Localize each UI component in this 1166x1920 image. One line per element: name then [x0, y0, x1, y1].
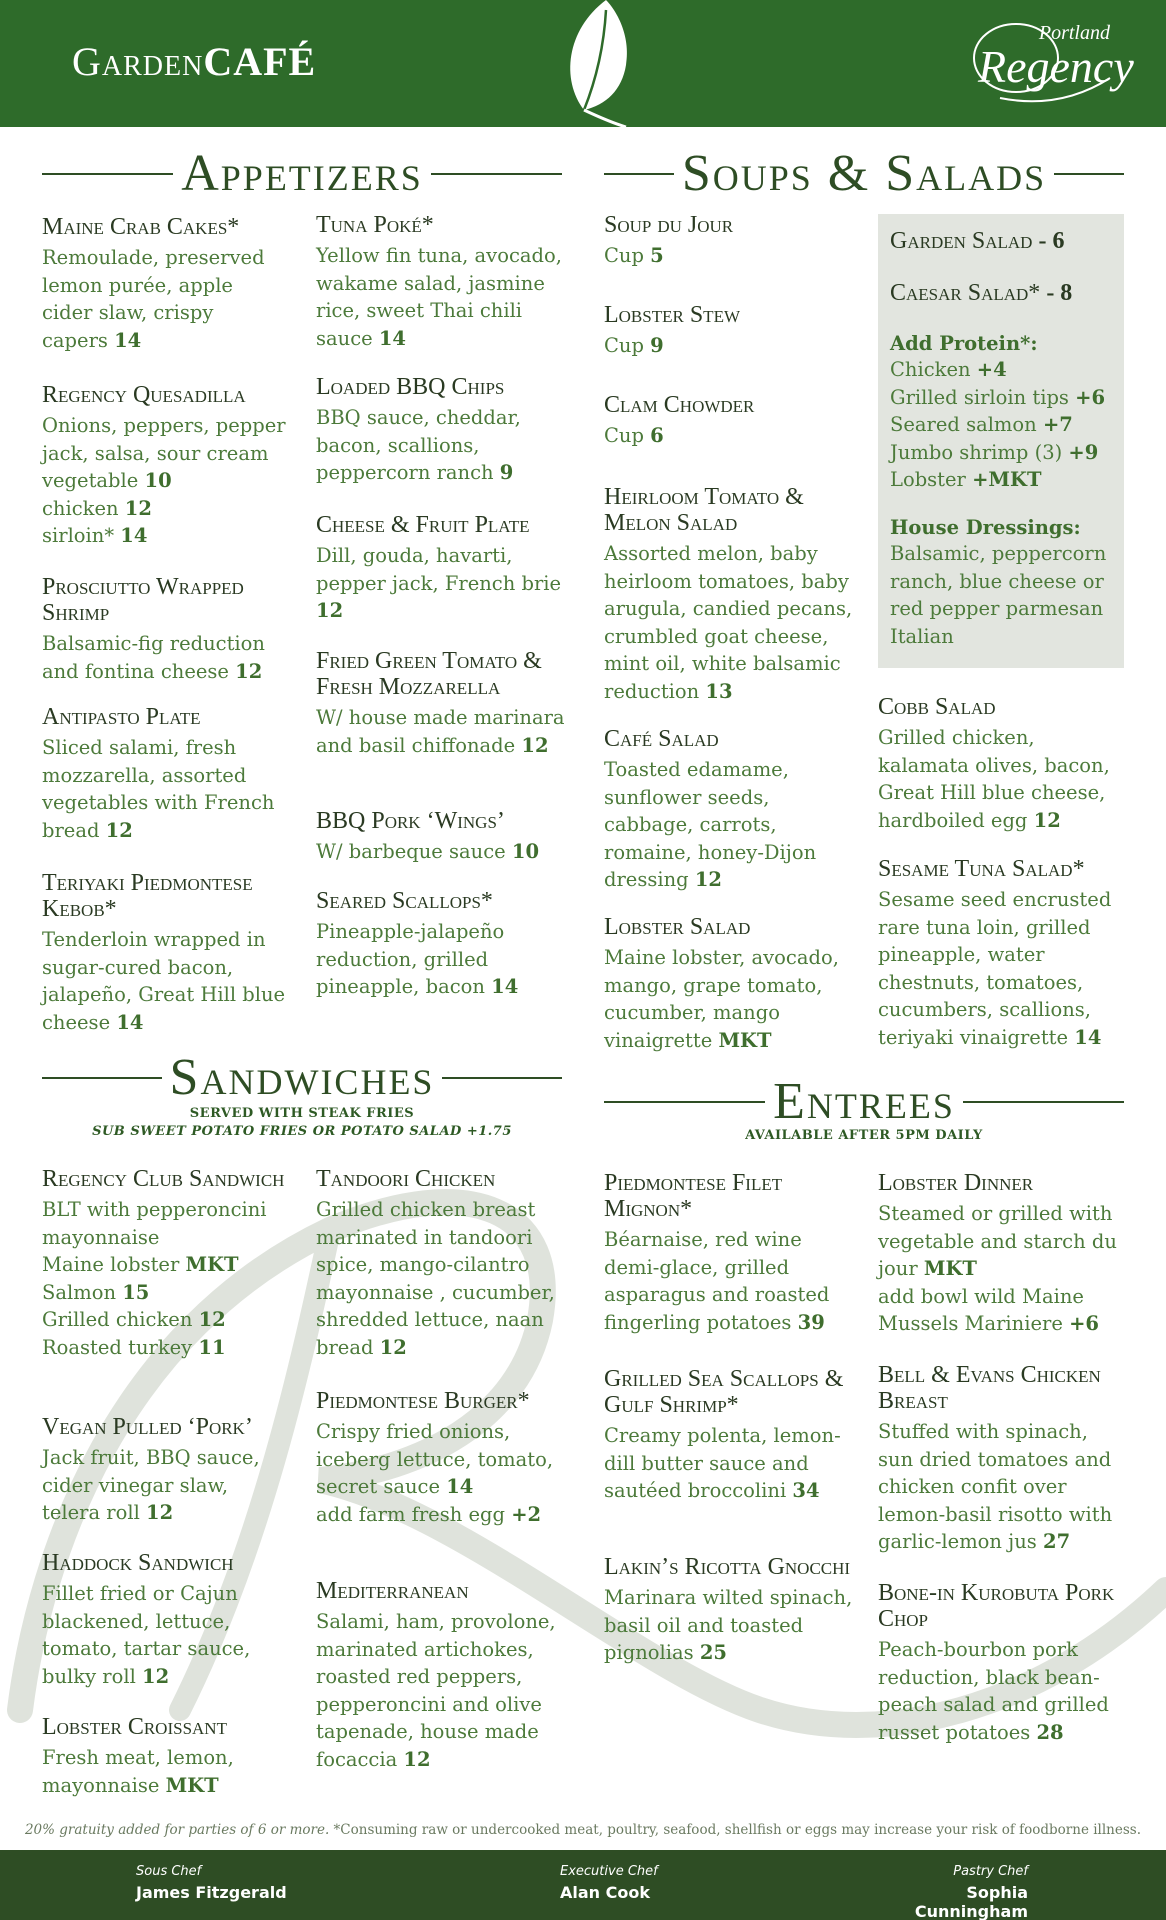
item-name: Bone-in Kurobuta Pork Chop — [878, 1580, 1115, 1632]
item-name: Haddock Sandwich — [42, 1550, 234, 1576]
protein-list: Chicken +4 Grilled sirloin tips +6 Seared salmon +7 Jumbo shrimp (3) +9 Lobster +MKT — [890, 358, 1106, 491]
menu-item — [604, 726, 854, 894]
menu-item — [42, 1550, 292, 1690]
item-name: Lakin’s Ricotta Gnocchi — [604, 1554, 851, 1580]
item-desc: W/ barbeque sauce 10 — [316, 840, 540, 863]
header-banner — [0, 0, 1166, 127]
item-name: Vegan Pulled ‘Pork’ — [42, 1414, 253, 1440]
item-name: Seared Scallops* — [316, 888, 493, 914]
item-name: BBQ Pork ‘Wings’ — [316, 808, 505, 834]
garden-salad: Garden Salad - 6 — [890, 228, 1065, 254]
item-desc: Grilled chicken breast marinated in tandoori spice, mango-cilantro mayonnaise , cucumber, shredded lettuce, naan bread 12 — [316, 1198, 555, 1359]
menu-item — [604, 914, 864, 1054]
item-desc: Dill, gouda, havarti, pepper jack, French brie 12 — [316, 544, 562, 622]
item-name: Café Salad — [604, 726, 719, 752]
dressings-list: Balsamic, peppercorn ranch, blue cheese or red pepper parmesan Italian — [890, 542, 1107, 648]
item-desc: Pineapple-jalapeño reduction, grilled pineapple, bacon 14 — [316, 920, 519, 998]
menu-item — [42, 1166, 292, 1361]
foodborne-warning: *Consuming raw or undercooked meat, poultry, seafood, shellfish or eggs may increase your risk of foodborne illness. — [329, 1822, 1142, 1838]
item-desc: Stuffed with spinach, sun dried tomatoes and chicken confit over lemon-basil risotto with garlic-lemon jus 27 — [878, 1420, 1113, 1553]
item-desc: Assorted melon, baby heirloom tomatoes, baby arugula, candied pecans, crumbled goat cheese, mint oil, white balsamic reduction 13 — [604, 542, 853, 703]
menu-item — [316, 212, 566, 352]
menu-item — [604, 302, 854, 360]
chef-footer — [0, 1850, 1166, 1920]
menu-item — [42, 870, 292, 1036]
item-desc: W/ house made marinara and basil chiffonade 12 — [316, 706, 565, 757]
gratuity-note: 20% gratuity added for parties of 6 or more. — [24, 1822, 330, 1838]
menu-item — [604, 1170, 854, 1336]
item-desc: Béarnaise, red wine demi-glace, grilled asparagus and roasted fingerling potatoes 39 — [604, 1228, 830, 1334]
sandwiches-heading: Sandwiches — [169, 1049, 435, 1106]
logo-light-text: Garden — [72, 39, 204, 84]
menu-item — [316, 374, 566, 487]
menu-item — [42, 704, 292, 844]
item-desc: Cup 9 — [604, 334, 664, 357]
item-name: Clam Chowder — [604, 392, 755, 418]
menu-item — [316, 1578, 566, 1773]
soups-salads-title — [604, 145, 1124, 202]
item-desc: Toasted edamame, sunflower seeds, cabbage, carrots, romaine, honey-Dijon dressing 12 — [604, 758, 817, 891]
item-name: Cheese & Fruit Plate — [316, 512, 530, 538]
pastry-chef: Pastry Chef Sophia Cunningham — [914, 1864, 1028, 1920]
sous-chef: Sous Chef James Fitzgerald — [136, 1864, 287, 1902]
menu-item — [878, 856, 1126, 1051]
menu-item — [316, 1166, 566, 1361]
item-desc: Fresh meat, lemon, mayonnaise MKT — [42, 1746, 234, 1797]
item-name: Regency Club Sandwich — [42, 1166, 285, 1192]
sandwiches-title — [42, 1049, 562, 1106]
entrees-note: AVAILABLE AFTER 5PM DAILY — [745, 1128, 983, 1143]
appetizers-title — [42, 145, 562, 202]
item-desc: Balsamic-fig reduction and fontina cheese 12 — [42, 632, 265, 683]
item-desc: Tenderloin wrapped in sugar-cured bacon, jalapeño, Great Hill blue cheese 14 — [42, 928, 286, 1034]
menu-item — [878, 694, 1126, 834]
brand-regency-text: Regency — [978, 41, 1134, 92]
dressings-heading: House Dressings: — [890, 516, 1081, 539]
menu-item — [42, 382, 292, 550]
menu-item — [42, 1714, 292, 1799]
item-desc: Steamed or grilled with vegetable and starch du jour MKT add bowl wild Maine Mussels Mariniere +6 — [878, 1202, 1117, 1335]
item-desc: BBQ sauce, cheddar, bacon, scallions, peppercorn ranch 9 — [316, 406, 521, 484]
menu-item — [42, 1414, 292, 1527]
item-desc: Marinara wilted spinach, basil oil and toasted pignolias 25 — [604, 1586, 853, 1664]
item-name: Piedmontese Filet Mignon* — [604, 1170, 783, 1222]
item-name: Grilled Sea Scallops & Gulf Shrimp* — [604, 1366, 844, 1418]
salad-box — [878, 214, 1124, 668]
menu-item — [316, 808, 566, 866]
caesar-salad: Caesar Salad* - 8 — [890, 280, 1073, 306]
executive-chef: Executive Chef Alan Cook — [560, 1864, 658, 1902]
item-name: Lobster Dinner — [878, 1170, 1034, 1196]
sandwiches-sub-note: SUB SWEET POTATO FRIES OR POTATO SALAD +1.75 — [92, 1124, 512, 1139]
entrees-heading: Entrees — [773, 1073, 955, 1130]
item-price: 14 — [114, 328, 142, 352]
logo-bold-text: CAFÉ — [203, 39, 317, 84]
item-name: Antipasto Plate — [42, 704, 201, 730]
item-name: Cobb Salad — [878, 694, 996, 720]
protein-heading: Add Protein*: — [890, 332, 1038, 355]
item-name: Piedmontese Burger* — [316, 1388, 530, 1414]
item-name: Heirloom Tomato & Melon Salad — [604, 484, 804, 536]
item-name: Prosciutto Wrapped Shrimp — [42, 574, 244, 626]
item-name: Lobster Stew — [604, 302, 740, 328]
item-desc: Yellow fin tuna, avocado, wakame salad, jasmine rice, sweet Thai chili sauce 14 — [316, 244, 562, 350]
menu-item — [604, 212, 854, 270]
menu-item — [878, 1580, 1126, 1746]
portland-regency-logo — [960, 18, 1134, 108]
menu-item — [604, 392, 854, 450]
item-desc: Crispy fried onions, iceberg lettuce, tomato, secret sauce 14 add farm fresh egg +2 — [316, 1420, 554, 1526]
item-name: Lobster Croissant — [42, 1714, 227, 1740]
menu-item — [42, 214, 282, 354]
item-desc: Sliced salami, fresh mozzarella, assorted vegetables with French bread 12 — [42, 736, 275, 842]
menu-item — [878, 1362, 1126, 1556]
item-desc: BLT with pepperoncini mayonnaise Maine lobster MKT Salmon 15 Grilled chicken 12 Roasted turkey 11 — [42, 1198, 267, 1359]
footnote — [0, 1822, 1166, 1838]
item-name: Soup du Jour — [604, 212, 734, 238]
item-desc: Cup 6 — [604, 424, 664, 447]
sandwiches-note: SERVED WITH STEAK FRIES — [189, 1106, 415, 1121]
item-desc: Cup 5 — [604, 244, 664, 267]
item-desc: Salami, ham, provolone, marinated artichokes, roasted red peppers, pepperoncini and olive tapenade, house made focaccia 12 — [316, 1610, 556, 1771]
menu-item — [316, 1388, 566, 1528]
leaf-icon — [556, 0, 646, 127]
item-desc: Remoulade, preserved lemon purée, apple cider slaw, crispy capers 14 — [42, 246, 265, 352]
item-desc: Peach-bourbon pork reduction, black bean-peach salad and grilled russet potatoes 28 — [878, 1638, 1109, 1744]
menu-item — [604, 484, 864, 705]
soups-salads-heading: Soups & Salads — [681, 145, 1047, 202]
item-name: Bell & Evans Chicken Breast — [878, 1362, 1101, 1414]
item-name: Teriyaki Piedmontese Kebob* — [42, 870, 253, 922]
item-name: Mediterranean — [316, 1578, 469, 1604]
menu-item — [604, 1366, 854, 1505]
item-desc: Creamy polenta, lemon-dill butter sauce and sautéed broccolini 34 — [604, 1424, 841, 1502]
menu-item — [316, 648, 566, 759]
item-desc: Fillet fried or Cajun blackened, lettuce, tomato, tartar sauce, bulky roll 12 — [42, 1582, 251, 1688]
item-name: Maine Crab Cakes* — [42, 214, 240, 240]
item-name: Tandoori Chicken — [316, 1166, 496, 1192]
menu-item — [42, 574, 292, 685]
menu-item — [604, 1554, 854, 1667]
item-name: Sesame Tuna Salad* — [878, 856, 1085, 882]
item-desc: Grilled chicken, kalamata olives, bacon, Great Hill blue cheese, hardboiled egg 12 — [878, 726, 1110, 832]
entrees-title — [604, 1073, 1124, 1130]
item-name: Lobster Salad — [604, 914, 751, 940]
item-desc: Onions, peppers, pepper jack, salsa, sour cream vegetable 10 chicken 12 sirloin* 14 — [42, 414, 286, 547]
menu-item — [878, 1170, 1126, 1338]
brand-portland-text: Portland — [1038, 22, 1110, 44]
item-desc: Sesame seed encrusted rare tuna loin, grilled pineapple, water chestnuts, tomatoes, cucumbers, scallions, teriyaki vinaigrette 14 — [878, 888, 1112, 1049]
item-name: Tuna Poké* — [316, 212, 434, 238]
item-name: Fried Green Tomato & Fresh Mozzarella — [316, 648, 542, 700]
menu-item — [316, 512, 566, 625]
appetizers-heading: Appetizers — [181, 145, 423, 202]
item-name: Regency Quesadilla — [42, 382, 246, 408]
menu-item — [316, 888, 566, 1001]
garden-cafe-logo — [72, 38, 316, 85]
item-desc: Jack fruit, BBQ sauce, cider vinegar slaw, telera roll 12 — [42, 1446, 260, 1524]
item-name: Loaded BBQ Chips — [316, 374, 505, 400]
item-desc: Maine lobster, avocado, mango, grape tomato, cucumber, mango vinaigrette MKT — [604, 946, 839, 1052]
